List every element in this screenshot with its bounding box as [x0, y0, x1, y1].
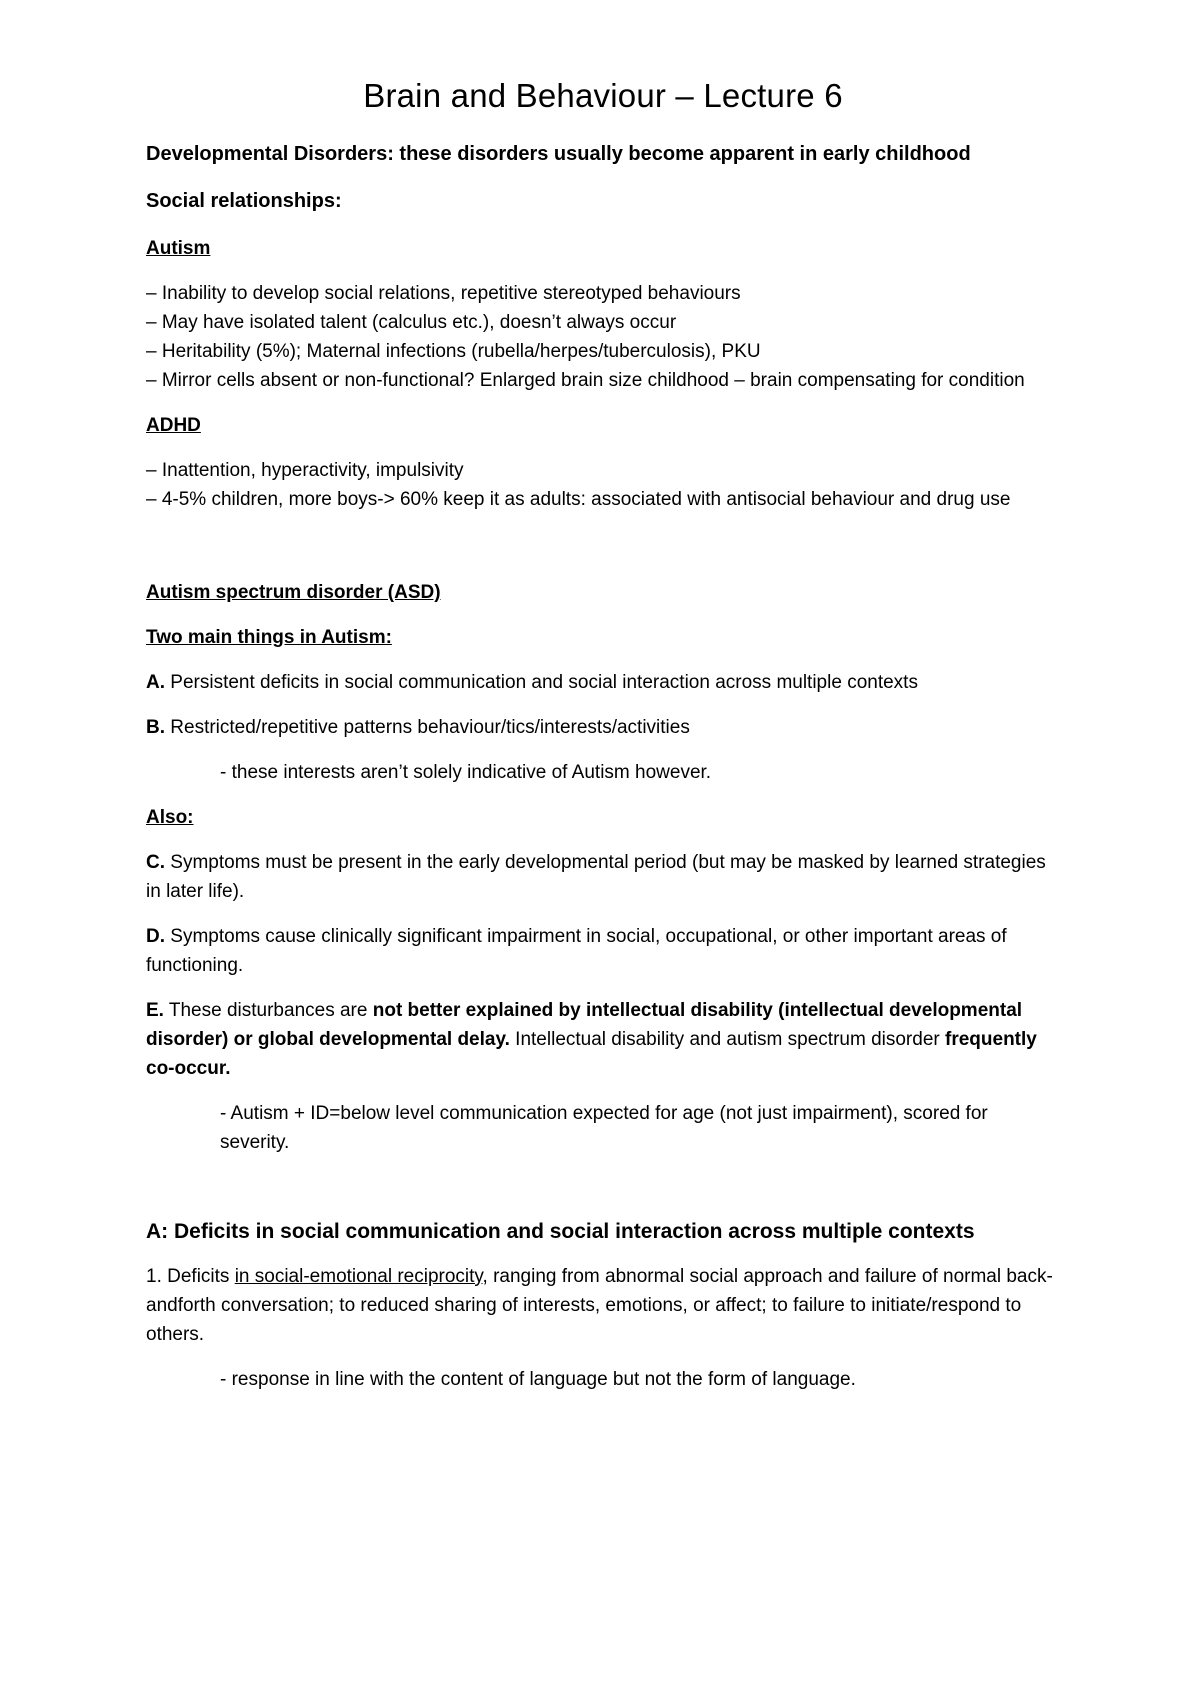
page-title: Brain and Behaviour – Lecture 6 — [363, 77, 843, 114]
autism-line: – May have isolated talent (calculus etc.), doesn’t always occur — [146, 312, 677, 333]
criterion-c-letter: C. — [146, 852, 165, 873]
criterion-e-letter: E. — [146, 1000, 164, 1021]
item-1-underlined: in social-emotional reciprocity — [234, 1266, 483, 1287]
criterion-e — [146, 996, 1060, 1083]
item-1-text: , ranging from abnormal social approach and failure of normal back-andforth conversation; to reduced sharing of interests, emotions, or affect; to failure to initiate/respond to others. — [146, 1266, 1053, 1345]
spacer — [146, 530, 1060, 578]
criterion-e-bold: not better explained by intellectual disability (intellectual developmental disorder) or global developmental delay. — [146, 1000, 1023, 1050]
criterion-e-bold: frequently co-occur. — [146, 1029, 1037, 1079]
criterion-d-text: Symptoms cause clinically significant impairment in social, occupational, or other important areas of functioning. — [146, 926, 1007, 976]
two-main-things-heading: Two main things in Autism: — [146, 627, 392, 648]
adhd-heading: ADHD — [146, 415, 201, 436]
autism-list — [146, 279, 1060, 395]
social-relationships-heading: Social relationships: — [146, 190, 342, 212]
criterion-c-text: Symptoms must be present in the early developmental period (but may be masked by learned strategies in later life). — [146, 852, 1046, 902]
criterion-d-letter: D. — [146, 926, 165, 947]
asd-heading: Autism spectrum disorder (ASD) — [146, 582, 441, 603]
autism-line: – Inability to develop social relations, repetitive stereotyped behaviours — [146, 283, 741, 304]
adhd-line: – 4-5% children, more boys-> 60% keep it as adults: associated with antisocial behaviour and drug use — [146, 489, 1011, 510]
criterion-a-text: Persistent deficits in social communication and social interaction across multiple contexts — [165, 672, 918, 693]
spacer — [146, 1173, 1060, 1217]
criterion-e-text: These disturbances are — [163, 1000, 373, 1021]
item-1-prefix: 1. Deficits — [146, 1266, 235, 1287]
criterion-b-text: Restricted/repetitive patterns behaviour/tics/interests/activities — [165, 717, 690, 738]
criterion-e-text: Intellectual disability and autism spectrum disorder — [509, 1029, 945, 1050]
also-heading: Also: — [146, 807, 194, 828]
section-a-item-1 — [146, 1262, 1060, 1349]
criterion-a-letter: A. — [146, 672, 165, 693]
criterion-c — [146, 848, 1060, 906]
criterion-d — [146, 922, 1060, 980]
adhd-list — [146, 456, 1060, 514]
criterion-e-note: - Autism + ID=below level communication expected for age (not just impairment), scored for severity. — [220, 1103, 988, 1153]
criterion-a — [146, 668, 1060, 697]
criterion-b — [146, 713, 1060, 742]
autism-heading: Autism — [146, 238, 211, 259]
autism-line: – Mirror cells absent or non-functional? Enlarged brain size childhood – brain compensating for condition — [146, 370, 1025, 391]
criterion-b-note: - these interests aren’t solely indicative of Autism however. — [220, 762, 712, 783]
autism-line: – Heritability (5%); Maternal infections (rubella/herpes/tuberculosis), PKU — [146, 341, 761, 362]
adhd-line: – Inattention, hyperactivity, impulsivity — [146, 460, 464, 481]
section-a-item-1-note: - response in line with the content of language but not the form of language. — [220, 1369, 856, 1390]
criterion-b-letter: B. — [146, 717, 165, 738]
intro-heading: Developmental Disorders: these disorders usually become apparent in early childhood — [146, 143, 971, 165]
section-a-heading: A: Deficits in social communication and social interaction across multiple contexts — [146, 1220, 975, 1243]
